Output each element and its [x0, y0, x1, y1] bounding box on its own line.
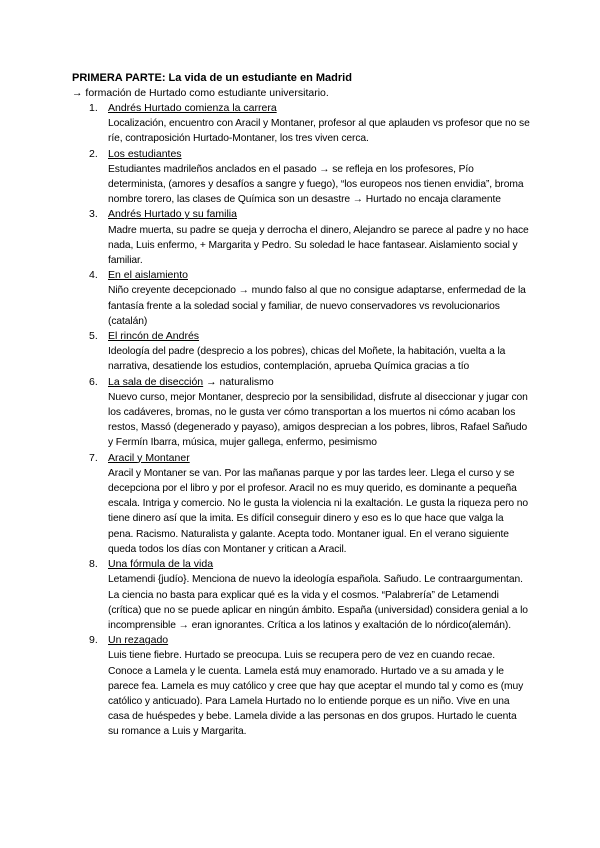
document-page	[72, 71, 530, 740]
section-number: 7.	[89, 451, 98, 464]
section-body: Luis tiene fiebre. Hurtado se preocupa. Luis se recupera pero de vez en cuando recae. Conoce a Lamela y le cuenta. Lamela está muy enamorado. Hurtado ve a su amada y le parece fea. Lamela es muy católico y cree que hay que aceptar el mundo tal y como es (muy católico y anticuado). Para Lamela Hurtado no lo entiende porque es un niño. Vive en una casa de huéspedes y bebe. Lamela divide a las personas en dos grupos. Hurtado le cuenta su romance a Luis y Margarita.	[108, 650, 524, 738]
section-body: Nuevo curso, mejor Montaner, desprecio por la sensibilidad, disfrute al diseccionar y jugar con los cadáveres, bromas, no le gusta ver cómo transportan a los muertos ni cómo acaban los restos, Massó (degenerado y payaso), amigos desprecian a los pobres, libros, Rafael Sañudo y Fermín Ibarra, música, mujer gallega, enfermo, pesimismo	[108, 391, 528, 449]
section-body: Niño creyente decepcionado → mundo falso al que no consigue adaptarse, enfermedad de la fantasía frente a la soledad social y familiar, de nuevo conservadores vs revolucionarios (catalán)	[108, 285, 526, 327]
section-number: 1.	[89, 102, 98, 114]
section-body: Localización, encuentro con Aracil y Montaner, profesor al que aplauden vs profesor que no se ríe, contraposición Hurtado-Montaner, los tres viven cerca.	[108, 118, 530, 145]
section-item	[72, 375, 530, 451]
section-body: Madre muerta, su padre se queja y derrocha el dinero, Alejandro se parece al padre y no hace nada, Luis enfermo, + Margarita y Pedro. Su soledad le hace fantasear. Aislamiento social y familiar.	[108, 224, 529, 267]
section-item	[72, 633, 530, 739]
section-body: Estudiantes madrileños anclados en el pasado → se refleja en los profesores, Pío determinista, (amores y desafíos a sangre y fuego), “los europeos nos tienen envidia”, broma nombre torero, las clases de Química son un desastre → Hurtado no encaja claramente	[108, 163, 524, 206]
section-heading-text: La sala de disección	[108, 375, 204, 388]
section-number: 3.	[89, 208, 98, 221]
section-heading	[108, 329, 530, 344]
section-number: 9.	[89, 634, 98, 647]
section-heading-text: Una fórmula de la vida	[108, 558, 214, 571]
section-heading	[108, 375, 530, 390]
section-item	[72, 147, 530, 208]
section-item	[72, 101, 530, 147]
section-heading-text: Andrés Hurtado y su familia	[108, 208, 237, 221]
section-heading-text: Aracil y Montaner	[108, 451, 190, 464]
section-heading-text: Un rezagado	[108, 634, 169, 647]
section-heading-text: Los estudiantes	[108, 147, 182, 160]
section-item	[72, 207, 530, 268]
section-number: 5.	[89, 330, 98, 343]
document-title: PRIMERA PARTE: La vida de un estudiante en Madrid	[72, 72, 352, 84]
section-number: 2.	[89, 147, 98, 160]
section-heading-text: Andrés Hurtado comienza la carrera	[108, 102, 277, 114]
section-number: 6.	[89, 375, 98, 388]
section-item	[72, 329, 530, 375]
section-item	[72, 268, 530, 329]
section-heading	[108, 207, 530, 222]
section-heading	[108, 101, 530, 116]
section-body: Aracil y Montaner se van. Por las mañanas parque y por las tardes leer. Llega el curso y se decepciona por el libro y por el profesor. Aracil no es muy querido, es dominante a pequeña escala. Intriga y comercio. No le gusta la violencia ni la exaltación. Le gusta la riqueza pero no tiene dinero así que la imita. Es difícil conseguir dinero y eso es lo que hace que valga la pena. Racismo. Naturalista y galante. Acepta todo. Montaner igual. En el verano siguiente queda todos los días con Montaner y critican a Aracil.	[108, 467, 529, 555]
section-heading	[108, 147, 530, 162]
section-item	[72, 557, 530, 633]
section-heading	[108, 451, 530, 466]
section-heading	[108, 557, 530, 572]
section-body: Letamendi {judío}. Menciona de nuevo la ideología española. Sañudo. Le contraargumentan. La ciencia no basta para explicar qué es la vida y el cosmos. “Palabrería” de Letamendi (crítica) que no se puede aplicar en ningún ámbito. España (universidad) considera genial a lo incomprensible → eran ignorantes. Crítica a los latinos y exaltación de lo nórdico(alemán).	[108, 574, 528, 631]
section-number: 8.	[89, 558, 98, 571]
section-heading-text: En el aislamiento	[108, 269, 188, 282]
section-heading-suffix: → naturalismo	[203, 375, 274, 388]
section-heading	[108, 268, 530, 283]
section-body: Ideología del padre (desprecio a los pobres), chicas del Moñete, la habitación, vuelta a la narrativa, desatiende los estudios, contemplación, aprueba Química gracias a tío	[108, 346, 506, 373]
section-item	[72, 451, 530, 557]
section-list	[72, 101, 530, 740]
section-heading	[108, 633, 530, 648]
section-number: 4.	[89, 269, 98, 282]
section-heading-text: El rincón de Andrés	[108, 330, 200, 343]
document-subtitle: → formación de Hurtado como estudiante universitario.	[72, 87, 329, 99]
